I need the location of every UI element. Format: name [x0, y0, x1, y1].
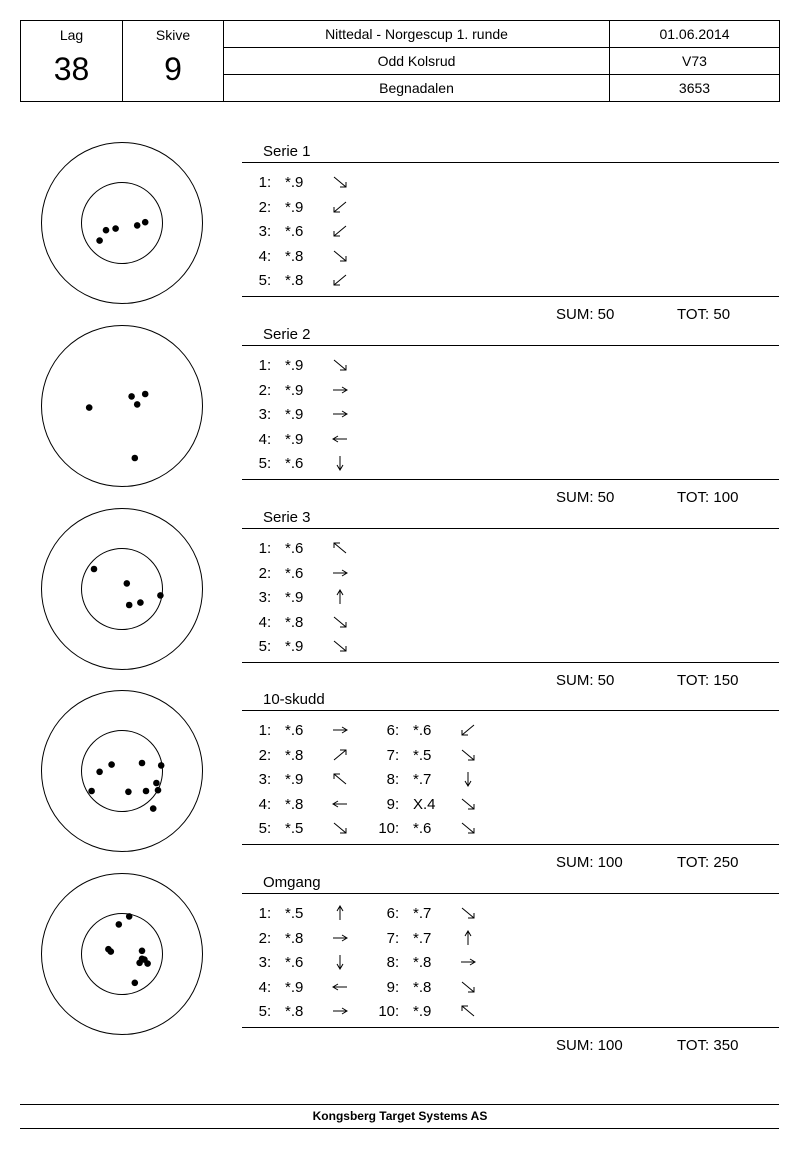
arrow-up-right-icon	[331, 747, 349, 763]
arrow-left-icon	[331, 796, 349, 812]
skive-value: 9	[164, 51, 182, 87]
shot-score: *.5	[285, 820, 304, 837]
shot-score: *.9	[285, 589, 304, 606]
series-title: Omgang	[263, 874, 321, 891]
shot-score: *.9	[285, 381, 304, 399]
shot-number: 1	[258, 357, 267, 374]
shot-hit	[155, 787, 162, 794]
shot-hit	[132, 980, 139, 987]
shot-colon: :	[395, 978, 400, 996]
shot-hit	[150, 805, 157, 812]
shot-colon: :	[267, 746, 272, 764]
shot-row	[245, 722, 365, 740]
target-diagram	[40, 141, 204, 305]
shot-colon: :	[395, 795, 400, 813]
shot-hit	[142, 219, 149, 226]
shot-row	[245, 614, 365, 632]
shot-number: 5	[258, 455, 267, 472]
shooter-class: V73	[610, 48, 780, 75]
shot-hit	[143, 788, 150, 795]
shot-hit	[153, 780, 160, 787]
shot-score: *.8	[285, 1003, 304, 1020]
shot-hit	[139, 760, 146, 767]
shot-hit	[112, 225, 119, 232]
shot-score: *.8	[285, 247, 304, 265]
shot-row	[373, 1003, 493, 1021]
shot-score: *.9	[285, 174, 304, 191]
shot-score: *.7	[413, 929, 432, 947]
arrow-down-right-icon	[331, 357, 349, 373]
shot-colon: :	[267, 638, 272, 655]
shot-row	[373, 954, 493, 972]
target-diagram	[40, 324, 204, 488]
shot-score: *.6	[285, 455, 304, 472]
series-title: 10-skudd	[263, 691, 325, 708]
shot-colon: :	[267, 564, 272, 582]
shot-row	[373, 979, 493, 997]
shot-colon: :	[267, 589, 272, 606]
shot-row	[245, 1003, 365, 1021]
footer-rule-bottom	[20, 1128, 779, 1129]
shot-hit	[134, 401, 141, 408]
series-rule-bottom	[242, 662, 779, 663]
shot-row	[245, 406, 365, 424]
shot-hit	[124, 580, 131, 587]
shot-row	[245, 905, 365, 923]
series-rule-top	[242, 528, 779, 529]
shot-row	[373, 930, 493, 948]
arrow-right-icon	[459, 954, 477, 970]
series-title: Serie 2	[263, 326, 311, 343]
shot-hit	[88, 788, 95, 795]
arrow-down-right-icon	[331, 174, 349, 190]
shot-number: 9	[386, 978, 395, 996]
arrow-up-icon	[459, 930, 477, 946]
target-outer-ring	[42, 326, 203, 487]
shot-score: *.6	[285, 722, 304, 739]
shot-row	[245, 431, 365, 449]
shot-number: 4	[258, 795, 267, 813]
shot-number: 2	[258, 746, 267, 764]
arrow-down-left-icon	[331, 199, 349, 215]
shot-row	[373, 820, 493, 838]
arrow-up-icon	[331, 905, 349, 921]
shot-colon: :	[267, 247, 272, 265]
shot-score: *.6	[285, 223, 304, 240]
shot-number: 10	[378, 1003, 395, 1020]
shot-row	[373, 796, 493, 814]
shot-number: 1	[258, 905, 267, 922]
arrow-right-icon	[331, 930, 349, 946]
shot-row	[245, 223, 365, 241]
shot-row	[245, 771, 365, 789]
shot-number: 3	[258, 771, 267, 788]
shot-colon: :	[395, 722, 400, 739]
target-diagram	[40, 872, 204, 1036]
shot-score: *.7	[413, 905, 432, 922]
shot-hit	[142, 391, 149, 398]
arrow-down-icon	[331, 455, 349, 471]
event-date: 01.06.2014	[610, 21, 780, 48]
shot-colon: :	[267, 381, 272, 399]
series-rule-bottom	[242, 479, 779, 480]
series-block	[0, 872, 800, 1054]
arrow-right-icon	[331, 1003, 349, 1019]
arrow-down-left-icon	[331, 272, 349, 288]
shot-hit	[139, 956, 146, 963]
arrow-left-icon	[331, 431, 349, 447]
shot-row	[373, 747, 493, 765]
skive-cell	[123, 21, 224, 102]
shot-hit	[126, 913, 133, 920]
arrow-right-icon	[331, 406, 349, 422]
footer-text: Kongsberg Target Systems AS	[312, 1109, 488, 1123]
shot-hit	[137, 599, 144, 606]
shot-number: 1	[258, 722, 267, 739]
arrow-down-right-icon	[459, 820, 477, 836]
shot-colon: :	[267, 272, 272, 289]
shot-colon: :	[267, 198, 272, 216]
shot-score: *.6	[285, 564, 304, 582]
target-inner-ring	[82, 183, 163, 264]
shot-row	[373, 722, 493, 740]
shot-hit	[96, 237, 103, 244]
series-sum: SUM: 100	[556, 854, 623, 871]
shot-row	[245, 199, 365, 217]
arrow-up-icon	[331, 589, 349, 605]
series-rule-top	[242, 893, 779, 894]
lag-label: Lag	[59, 27, 84, 43]
shot-row	[245, 248, 365, 266]
shot-hit	[139, 948, 146, 955]
shot-number: 3	[258, 406, 267, 423]
arrow-down-right-icon	[331, 248, 349, 264]
shot-row	[245, 954, 365, 972]
target-outer-ring	[42, 509, 203, 670]
shot-number: 4	[258, 247, 267, 265]
target-diagram	[40, 507, 204, 671]
shot-number: 6	[386, 905, 395, 922]
shot-row	[245, 979, 365, 997]
lag-value: 38	[53, 51, 90, 87]
shot-row	[245, 930, 365, 948]
shot-row	[245, 455, 365, 473]
shot-number: 8	[386, 771, 395, 788]
shot-colon: :	[267, 430, 272, 448]
target-diagram	[40, 689, 204, 853]
shot-hit	[103, 227, 110, 234]
shot-score: *.8	[285, 272, 304, 289]
arrow-left-icon	[331, 979, 349, 995]
shot-number: 3	[258, 223, 267, 240]
series-block	[0, 689, 800, 871]
shot-number: 4	[258, 978, 267, 996]
shot-row	[245, 589, 365, 607]
series-total: TOT: 350	[677, 1037, 739, 1054]
shot-score: X.4	[413, 795, 436, 813]
shot-colon: :	[267, 1003, 272, 1020]
shot-colon: :	[267, 174, 272, 191]
shot-row	[245, 820, 365, 838]
arrow-down-left-icon	[331, 223, 349, 239]
arrow-down-right-icon	[459, 905, 477, 921]
shot-hit	[86, 404, 93, 411]
shot-score: *.8	[285, 929, 304, 947]
shot-row	[373, 905, 493, 923]
shot-hit	[96, 769, 103, 776]
shot-colon: :	[267, 905, 272, 922]
series-title: Serie 3	[263, 509, 311, 526]
shot-score: *.9	[285, 638, 304, 655]
shot-score: *.9	[285, 406, 304, 423]
series-total: TOT: 50	[677, 306, 731, 323]
shot-score: *.8	[285, 746, 304, 764]
shot-row	[245, 357, 365, 375]
shot-hit	[91, 566, 98, 573]
target-outer-ring	[42, 874, 203, 1035]
lag-cell	[21, 21, 123, 102]
shot-hit	[157, 592, 164, 599]
shot-row	[373, 771, 493, 789]
shot-colon: :	[267, 771, 272, 788]
series-total: TOT: 250	[677, 854, 739, 871]
skive-label: Skive	[155, 27, 191, 43]
series-sum: SUM: 50	[556, 306, 615, 323]
shot-number: 5	[258, 1003, 267, 1020]
arrow-down-right-icon	[331, 614, 349, 630]
arrow-down-icon	[331, 954, 349, 970]
shot-score: *.6	[285, 540, 304, 557]
shot-score: *.9	[285, 771, 304, 788]
shooter-name: Odd Kolsrud	[224, 48, 610, 75]
shot-row	[245, 272, 365, 290]
shot-hit	[158, 762, 165, 769]
arrow-down-left-icon	[459, 722, 477, 738]
shot-colon: :	[267, 929, 272, 947]
shot-colon: :	[267, 540, 272, 557]
shot-colon: :	[395, 905, 400, 922]
shot-number: 7	[386, 929, 395, 947]
arrow-up-left-icon	[331, 540, 349, 556]
shot-colon: :	[267, 613, 272, 631]
series-rule-top	[242, 345, 779, 346]
shot-row	[245, 174, 365, 192]
shot-number: 8	[386, 954, 395, 971]
arrow-down-right-icon	[331, 638, 349, 654]
series-rule-bottom	[242, 844, 779, 845]
series-sum: SUM: 50	[556, 489, 615, 506]
target-inner-ring	[82, 914, 163, 995]
shot-score: *.8	[413, 954, 432, 971]
shot-score: *.9	[285, 430, 304, 448]
shot-row	[245, 796, 365, 814]
shot-colon: :	[395, 1003, 400, 1020]
shot-colon: :	[395, 746, 400, 764]
arrow-right-icon	[331, 722, 349, 738]
shot-score: *.8	[413, 978, 432, 996]
series-total: TOT: 150	[677, 672, 739, 689]
shot-number: 1	[258, 540, 267, 557]
arrow-down-right-icon	[459, 747, 477, 763]
series-block	[0, 507, 800, 689]
series-block	[0, 324, 800, 506]
target-inner-ring	[82, 731, 163, 812]
shot-hit	[126, 602, 133, 609]
series-rule-top	[242, 710, 779, 711]
shot-row	[245, 747, 365, 765]
shot-score: *.9	[413, 1003, 432, 1020]
shot-number: 3	[258, 954, 267, 971]
arrow-down-right-icon	[459, 979, 477, 995]
shot-score: *.8	[285, 613, 304, 631]
series-rule-bottom	[242, 1027, 779, 1028]
event-name: Nittedal - Norgescup 1. runde	[224, 21, 610, 48]
shot-colon: :	[267, 406, 272, 423]
shot-score: *.5	[413, 746, 432, 764]
header-table	[20, 20, 780, 102]
target-inner-ring	[82, 549, 163, 630]
shot-score: *.6	[413, 820, 432, 837]
series-sum: SUM: 100	[556, 1037, 623, 1054]
shot-score: *.6	[413, 722, 432, 739]
shot-hit	[108, 948, 115, 955]
shot-colon: :	[267, 978, 272, 996]
arrow-right-icon	[331, 382, 349, 398]
shot-hit	[116, 921, 123, 928]
shot-colon: :	[267, 820, 272, 837]
shot-colon: :	[267, 357, 272, 374]
shot-number: 6	[386, 722, 395, 739]
arrow-down-right-icon	[331, 820, 349, 836]
shot-row	[245, 565, 365, 583]
shot-colon: :	[395, 771, 400, 788]
shot-hit	[132, 455, 139, 462]
shot-number: 4	[258, 613, 267, 631]
shot-colon: :	[267, 795, 272, 813]
shot-hit	[108, 761, 115, 768]
arrow-up-left-icon	[331, 771, 349, 787]
shot-hit	[134, 222, 141, 229]
shot-hit	[128, 393, 135, 400]
series-sum: SUM: 50	[556, 672, 615, 689]
shot-number: 2	[258, 198, 267, 216]
shot-score: *.7	[413, 771, 432, 788]
shot-colon: :	[267, 455, 272, 472]
shot-number: 9	[386, 795, 395, 813]
shot-hit	[125, 789, 132, 796]
target-outer-ring	[42, 143, 203, 304]
shot-colon: :	[267, 223, 272, 240]
shot-number: 5	[258, 638, 267, 655]
shot-hit	[144, 960, 151, 967]
series-block	[0, 141, 800, 323]
shot-score: *.5	[285, 905, 304, 922]
series-rule-bottom	[242, 296, 779, 297]
footer-rule-top	[20, 1104, 779, 1105]
shot-number: 10	[378, 820, 395, 837]
series-rule-top	[242, 162, 779, 163]
shot-score: *.8	[285, 795, 304, 813]
shot-score: *.9	[285, 978, 304, 996]
shot-row	[245, 382, 365, 400]
shot-score: *.6	[285, 954, 304, 971]
arrow-down-right-icon	[459, 796, 477, 812]
shot-number: 3	[258, 589, 267, 606]
arrow-down-icon	[459, 771, 477, 787]
shot-number: 2	[258, 564, 267, 582]
shot-colon: :	[267, 722, 272, 739]
shot-number: 4	[258, 430, 267, 448]
shot-colon: :	[395, 929, 400, 947]
shot-colon: :	[267, 954, 272, 971]
shot-score: *.9	[285, 357, 304, 374]
shot-number: 1	[258, 174, 267, 191]
series-total: TOT: 100	[677, 489, 739, 506]
shot-row	[245, 540, 365, 558]
shot-number: 2	[258, 381, 267, 399]
shot-row	[245, 638, 365, 656]
shot-number: 5	[258, 272, 267, 289]
shot-score: *.9	[285, 198, 304, 216]
shooter-id: 3653	[610, 75, 780, 102]
arrow-right-icon	[331, 565, 349, 581]
shot-number: 5	[258, 820, 267, 837]
club-name: Begnadalen	[224, 75, 610, 102]
arrow-up-left-icon	[459, 1003, 477, 1019]
shot-number: 7	[386, 746, 395, 764]
series-title: Serie 1	[263, 143, 311, 160]
shot-number: 2	[258, 929, 267, 947]
shot-colon: :	[395, 954, 400, 971]
target-outer-ring	[42, 691, 203, 852]
shot-colon: :	[395, 820, 400, 837]
